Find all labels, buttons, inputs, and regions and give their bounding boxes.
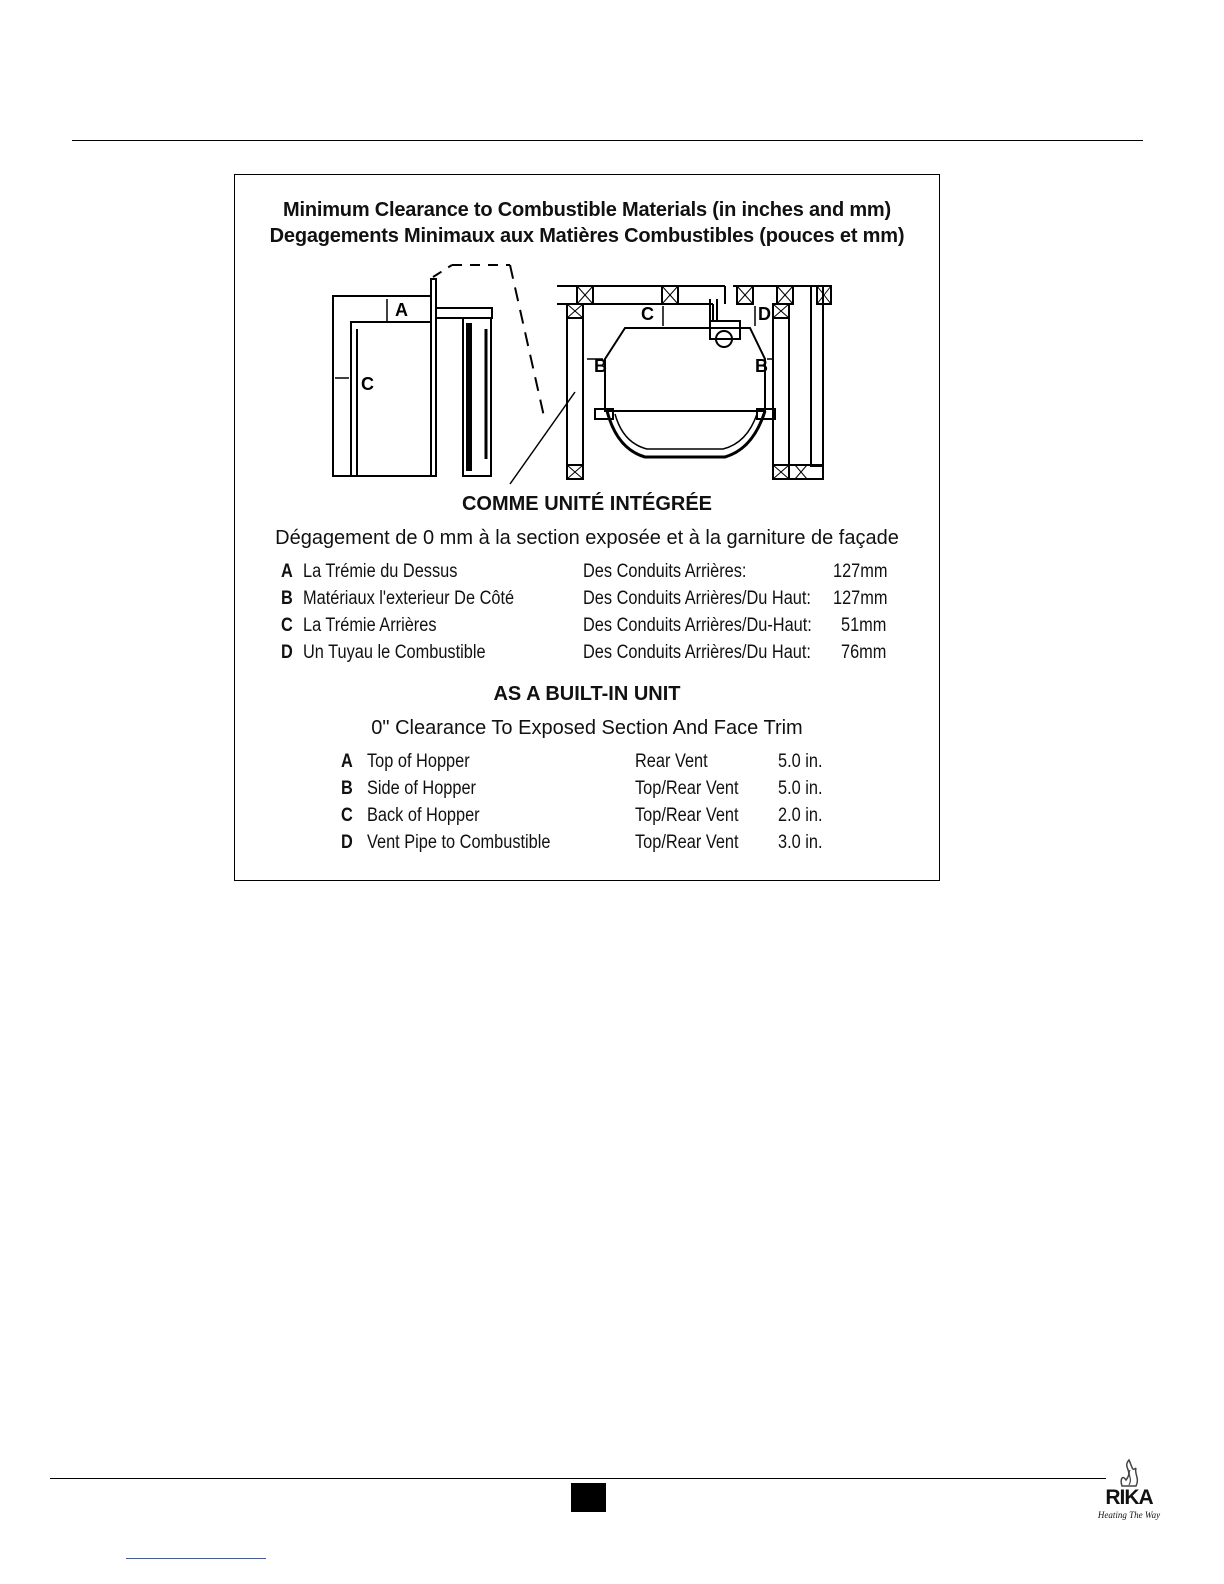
top-view	[557, 286, 831, 479]
english-heading: AS A BUILT-IN UNIT	[493, 683, 681, 705]
stove-top-view	[605, 328, 765, 411]
diagram-label-d: D	[758, 304, 771, 324]
row-item: Matériaux l'exterieur De Côté	[303, 588, 515, 609]
row-item: Vent Pipe to Combustible	[367, 832, 551, 853]
logo-tagline: Heating The Way	[1097, 1510, 1161, 1520]
row-value: 5.0 in.	[778, 751, 823, 772]
side-stove-body	[351, 322, 431, 476]
row-vent: Des Conduits Arrières/Du Haut:	[583, 588, 811, 609]
diagram-label-c-top: C	[641, 304, 654, 324]
row-value: 2.0 in.	[778, 805, 823, 826]
clearance-figure	[234, 174, 940, 881]
vent-box	[710, 321, 740, 339]
row-value: 3.0 in.	[778, 832, 823, 853]
row-letter: D	[341, 832, 353, 853]
row-letter: A	[341, 751, 353, 772]
row-item: Side of Hopper	[367, 778, 477, 799]
row-letter: D	[281, 642, 293, 663]
row-letter: C	[281, 615, 293, 636]
row-letter: B	[281, 588, 293, 609]
diagram-label-c-side: C	[361, 374, 374, 394]
flame-icon	[1096, 1458, 1162, 1488]
row-vent: Top/Rear Vent	[635, 832, 739, 853]
row-vent: Top/Rear Vent	[635, 778, 739, 799]
row-item: La Trémie du Dessus	[303, 561, 458, 582]
rika-logo	[1096, 1458, 1162, 1534]
row-letter: A	[281, 561, 293, 582]
footer-rule	[50, 1478, 1106, 1479]
row-value: 76mm	[841, 642, 887, 663]
french-heading: COMME UNITÉ INTÉGRÉE	[461, 493, 712, 515]
row-item: Un Tuyau le Combustible	[303, 642, 486, 663]
diagram-label-b-left: B	[594, 356, 607, 376]
logo-brand: RIKA	[1105, 1486, 1153, 1509]
footer-link-underline[interactable]	[126, 1558, 266, 1559]
row-item: La Trémie Arrières	[303, 615, 437, 636]
figure-title-french: Degagements Minimaux aux Matières Combustibles (pouces et mm)	[269, 225, 905, 247]
row-item: Top of Hopper	[367, 751, 470, 772]
header-rule	[72, 140, 1143, 141]
row-vent: Top/Rear Vent	[635, 805, 739, 826]
row-value: 51mm	[841, 615, 887, 636]
row-vent: Des Conduits Arrières/Du Haut:	[583, 642, 811, 663]
row-vent: Des Conduits Arrières:	[583, 561, 747, 582]
row-letter: B	[341, 778, 353, 799]
figure-title-english: Minimum Clearance to Combustible Materials (in inches and mm)	[283, 199, 891, 221]
diagram-label-a: A	[395, 300, 408, 320]
row-vent: Des Conduits Arrières/Du-Haut:	[583, 615, 812, 636]
face-trim	[436, 308, 492, 318]
row-value: 5.0 in.	[778, 778, 823, 799]
french-subtitle: Dégagement de 0 mm à la section exposée et à la garniture de façade	[275, 527, 899, 549]
page-number-box	[571, 1483, 606, 1512]
clearance-diagram	[325, 259, 845, 489]
row-letter: C	[341, 805, 353, 826]
row-vent: Rear Vent	[635, 751, 708, 772]
diagram-label-b-right: B	[755, 356, 768, 376]
row-item: Back of Hopper	[367, 805, 480, 826]
row-value: 127mm	[833, 588, 888, 609]
row-value: 127mm	[833, 561, 888, 582]
english-subtitle: 0" Clearance To Exposed Section And Face Trim	[371, 717, 803, 739]
stove-door	[607, 411, 765, 457]
